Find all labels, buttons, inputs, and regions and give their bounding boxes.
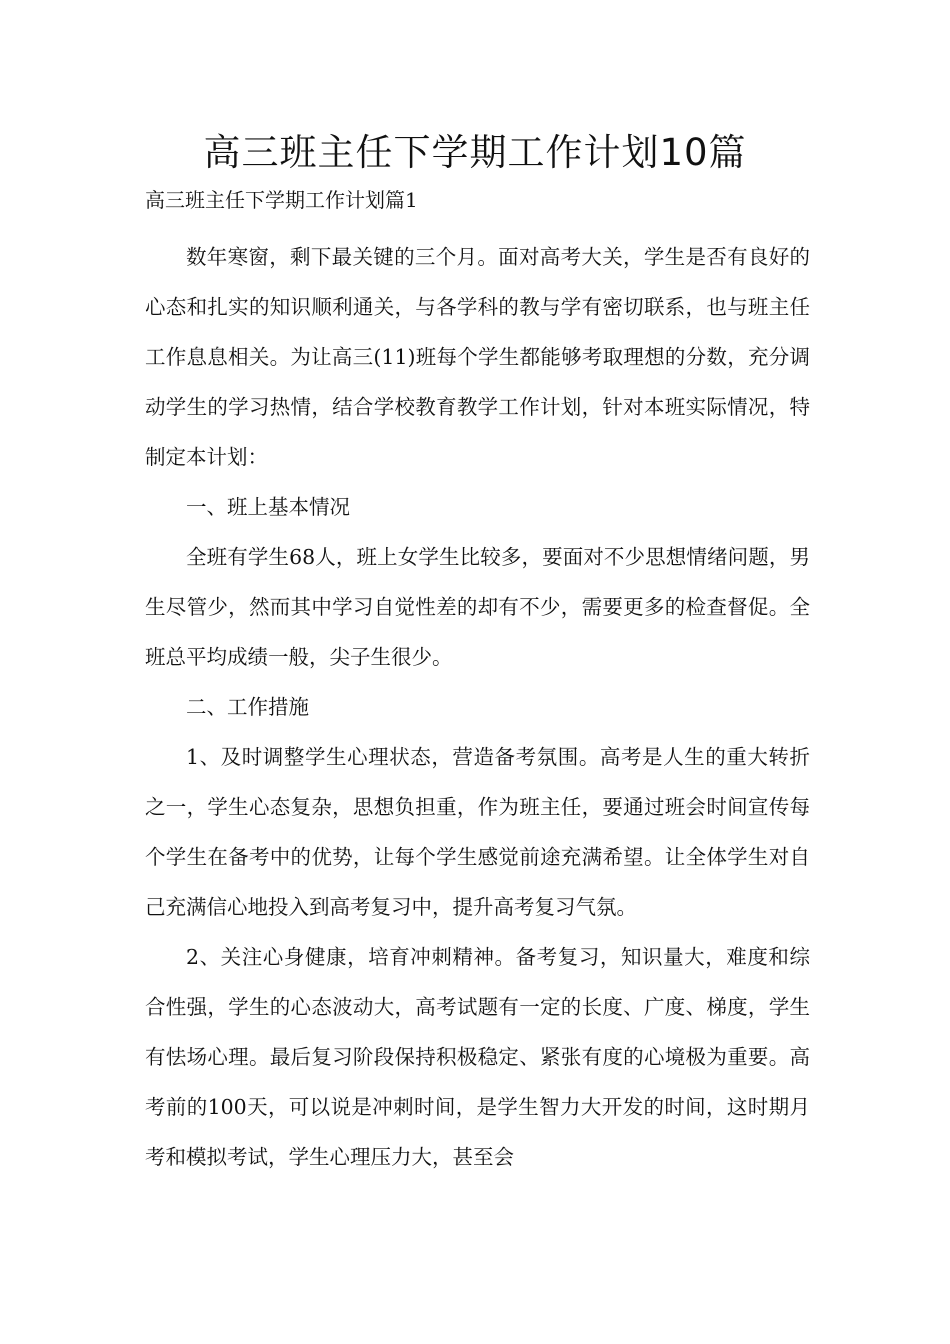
section-subtitle: 高三班主任下学期工作计划篇1 [145,188,418,212]
paragraph-class-situation: 全班有学生68人，班上女学生比较多，要面对不少思想情绪问题，男生尽管少，然而其中学习自觉性差的却有不少，需要更多的检查督促。全班总平均成绩一般，尖子生很少。 [145,545,810,669]
paragraph-measure-1: 1、及时调整学生心理状态，营造备考氛围。高考是人生的重大转折之一，学生心态复杂，思想负担重，作为班主任，要通过班会时间宣传每个学生在备考中的优势，让每个学生感觉前途充满希望。让全体学生对自己充满信心地投入到高考复习中，提升高考复习气氛。 [145,745,810,919]
document-title: 高三班主任下学期工作计划10篇 [203,131,747,174]
document-body [145,232,810,1182]
heading-basic-situation: 一、班上基本情况 [186,495,350,519]
paragraph-measure-2: 2、关注心身健康，培育冲刺精神。备考复习，知识量大，难度和综合性强，学生的心态波动大，高考试题有一定的长度、广度、梯度，学生有怯场心理。最后复习阶段保持积极稳定、紧张有度的心境极为重要。高考前的100天，可以说是冲刺时间，是学生智力大开发的时间，这时期月考和模拟考试，学生心理压力大，甚至会 [145,945,810,1169]
paragraph-intro: 数年寒窗，剩下最关键的三个月。面对高考大关，学生是否有良好的心态和扎实的知识顺利通关，与各学科的教与学有密切联系，也与班主任工作息息相关。为让高三(11)班每个学生都能够考取理想的分数，充分调动学生的学习热情，结合学校教育教学工作计划，针对本班实际情况，特制定本计划： [145,245,810,469]
heading-work-measures: 二、工作措施 [186,695,309,719]
